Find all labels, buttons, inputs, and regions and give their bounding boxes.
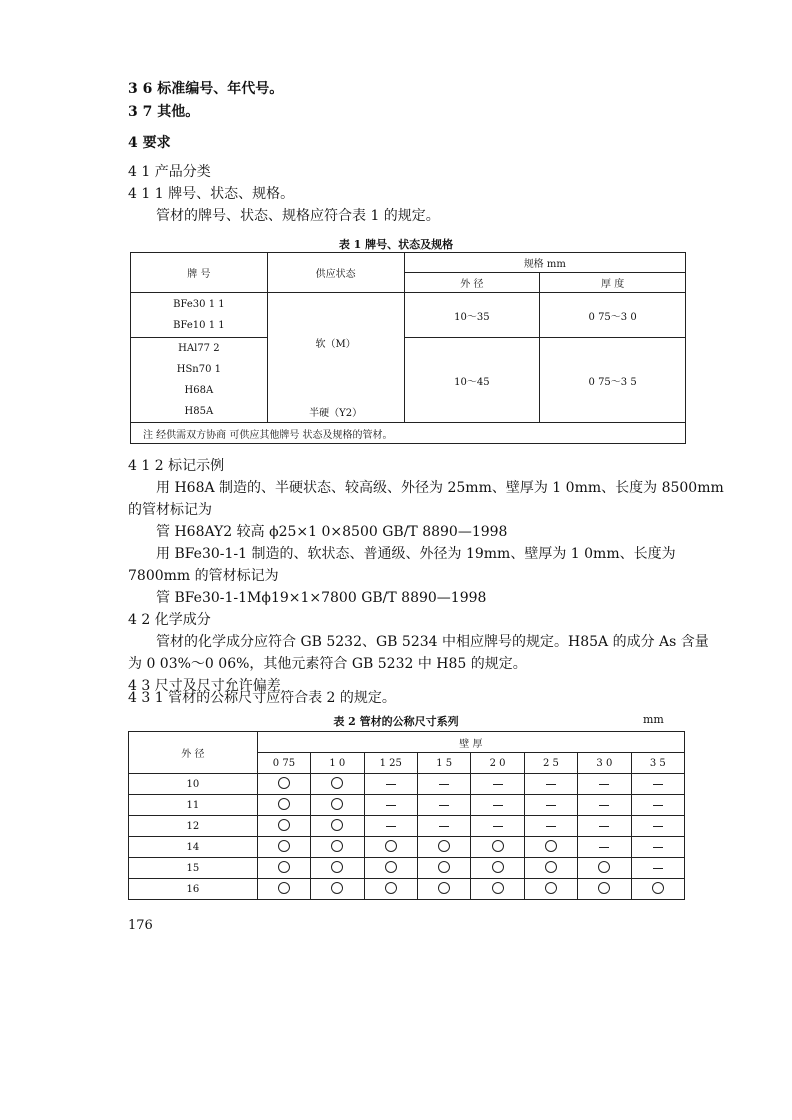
heading-4-3-1: 4 3 1 管材的公称尺寸应符合表 2 的规定。 <box>128 690 396 706</box>
available-circle-icon <box>278 840 290 852</box>
table2-cell <box>578 879 631 900</box>
available-circle-icon <box>545 882 557 894</box>
table2-wall-6: 3 0 <box>578 753 631 774</box>
available-circle-icon <box>438 861 450 873</box>
para-4-1-2-d: 用 BFe30-1-1 制造的、软状态、普通级、外径为 19mm、壁厚为 1 0mm、长度为 <box>156 546 676 562</box>
grade-bfe10: BFe10 1 1 <box>173 320 225 331</box>
available-circle-icon <box>331 840 343 852</box>
table2-od-cell: 14 <box>129 837 258 858</box>
available-circle-icon <box>278 777 290 789</box>
unavailable-dash-icon <box>599 847 609 848</box>
table1-header-state: 供应状态 <box>267 253 404 293</box>
available-circle-icon <box>385 840 397 852</box>
table1-grade-group2 <box>131 338 268 423</box>
unavailable-dash-icon <box>493 784 503 785</box>
heading-4-3: 4 3 尺寸及尺寸允许偏差 <box>128 678 281 694</box>
unavailable-dash-icon <box>599 784 609 785</box>
table2-cell <box>311 816 364 837</box>
table2-cell <box>631 816 684 837</box>
grade-hal77: HAl77 2 <box>178 343 220 354</box>
unavailable-dash-icon <box>599 805 609 806</box>
table2-cell <box>471 837 524 858</box>
unavailable-dash-icon <box>493 805 503 806</box>
table2-cell <box>631 837 684 858</box>
table1-header-spec: 规格 mm <box>404 253 685 273</box>
table2-cell <box>578 816 631 837</box>
available-circle-icon <box>438 882 450 894</box>
table1-header-thickness: 厚 度 <box>540 273 686 293</box>
unavailable-dash-icon <box>653 784 663 785</box>
table2-cell <box>417 837 470 858</box>
table2-cell <box>364 774 417 795</box>
table2-cell <box>311 774 364 795</box>
table1-thickness-2: 0 75～3 5 <box>540 338 686 423</box>
table2-cell <box>257 795 310 816</box>
available-circle-icon <box>278 861 290 873</box>
table1 <box>130 252 686 444</box>
para-4-2-a: 管材的化学成分应符合 GB 5232、GB 5234 中相应牌号的规定。H85A 的成分 As 含量 <box>156 634 709 650</box>
available-circle-icon <box>278 798 290 810</box>
clause-3-7: 3 7 其他。 <box>128 104 200 120</box>
page-number: 176 <box>128 918 153 933</box>
unavailable-dash-icon <box>439 826 449 827</box>
table2-cell <box>364 816 417 837</box>
available-circle-icon <box>492 840 504 852</box>
heading-4-1: 4 1 产品分类 <box>128 164 211 180</box>
unavailable-dash-icon <box>546 826 556 827</box>
table2-od-cell: 10 <box>129 774 258 795</box>
table1-header-od: 外 径 <box>404 273 540 293</box>
table2-cell <box>257 858 310 879</box>
unavailable-dash-icon <box>653 826 663 827</box>
available-circle-icon <box>278 882 290 894</box>
available-circle-icon <box>652 882 664 894</box>
para-4-2-b: 为 0 03%～0 06%，其他元素符合 GB 5232 中 H85 的规定。 <box>128 656 527 672</box>
table2-cell <box>417 816 470 837</box>
table2-cell <box>257 774 310 795</box>
available-circle-icon <box>492 861 504 873</box>
grade-bfe30: BFe30 1 1 <box>173 299 225 310</box>
table2-cell <box>364 795 417 816</box>
table-row <box>129 858 685 879</box>
para-4-1-1: 管材的牌号、状态、规格应符合表 1 的规定。 <box>156 208 440 224</box>
table-row <box>129 816 685 837</box>
table1-thickness-1: 0 75～3 0 <box>540 293 686 338</box>
table2-header-od: 外 径 <box>129 732 258 774</box>
table1-caption: 表 1 牌号、状态及规格 <box>338 238 454 251</box>
table2-cell <box>524 858 577 879</box>
heading-4: 4 要求 <box>128 135 171 151</box>
unavailable-dash-icon <box>653 805 663 806</box>
grade-hsn70: HSn70 1 <box>176 364 222 375</box>
available-circle-icon <box>331 882 343 894</box>
table2-cell <box>417 774 470 795</box>
table2-cell <box>471 816 524 837</box>
table2-cell <box>578 837 631 858</box>
table2-cell <box>471 879 524 900</box>
table2-wall-1: 1 0 <box>311 753 364 774</box>
table2-cell <box>524 774 577 795</box>
table2-cell <box>578 795 631 816</box>
table2-cell <box>631 858 684 879</box>
table-row <box>129 837 685 858</box>
para-4-1-2-a: 用 H68A 制造的、半硬状态、较高级、外径为 25mm、壁厚为 1 0mm、长度为 8500mm <box>156 480 724 496</box>
unavailable-dash-icon <box>653 868 663 869</box>
table2-cell <box>417 795 470 816</box>
table2-cell <box>524 837 577 858</box>
table2-od-cell: 11 <box>129 795 258 816</box>
unavailable-dash-icon <box>599 826 609 827</box>
available-circle-icon <box>438 840 450 852</box>
available-circle-icon <box>331 819 343 831</box>
available-circle-icon <box>278 819 290 831</box>
table-row <box>129 879 685 900</box>
table2-cell <box>471 774 524 795</box>
available-circle-icon <box>545 840 557 852</box>
table2-wall-3: 1 5 <box>417 753 470 774</box>
available-circle-icon <box>331 777 343 789</box>
table2-cell <box>311 795 364 816</box>
table2-od-cell: 12 <box>129 816 258 837</box>
table2-cell <box>417 879 470 900</box>
table2-cell <box>417 858 470 879</box>
grade-h85a: H85A <box>184 406 214 417</box>
table2-cell <box>257 816 310 837</box>
available-circle-icon <box>492 882 504 894</box>
table2-cell <box>524 795 577 816</box>
table2-header-wall: 壁 厚 <box>257 732 684 753</box>
para-4-1-2-e: 7800mm 的管材标记为 <box>128 568 279 584</box>
unavailable-dash-icon <box>386 784 396 785</box>
state-half-hard: 半硬（Y2） <box>309 407 363 419</box>
table2-cell <box>578 774 631 795</box>
table2-unit: mm <box>643 713 664 726</box>
table2-od-cell: 16 <box>129 879 258 900</box>
table1-state-cell <box>267 293 404 423</box>
available-circle-icon <box>598 861 610 873</box>
para-4-1-2-c: 管 H68AY2 较高 ϕ25×1 0×8500 GB/T 8890—1998 <box>156 524 508 540</box>
table2-cell <box>631 879 684 900</box>
table2-cell <box>364 879 417 900</box>
table2-wall-2: 1 25 <box>364 753 417 774</box>
table-row <box>129 774 685 795</box>
unavailable-dash-icon <box>439 784 449 785</box>
table2-cell <box>631 774 684 795</box>
table2-cell <box>524 816 577 837</box>
clause-3-6: 3 6 标准编号、年代号。 <box>128 81 284 97</box>
unavailable-dash-icon <box>493 826 503 827</box>
state-soft: 软（M） <box>315 338 356 350</box>
available-circle-icon <box>545 861 557 873</box>
table2-cell <box>471 858 524 879</box>
table2-wall-0: 0 75 <box>257 753 310 774</box>
table2-cell <box>524 879 577 900</box>
unavailable-dash-icon <box>386 826 396 827</box>
table1-od-1: 10～35 <box>404 293 540 338</box>
unavailable-dash-icon <box>546 805 556 806</box>
table1-od-2: 10～45 <box>404 338 540 423</box>
table-row <box>129 795 685 816</box>
table2-cell <box>578 858 631 879</box>
available-circle-icon <box>385 882 397 894</box>
table2-cell <box>257 879 310 900</box>
table1-header-grade: 牌 号 <box>131 253 268 293</box>
table2-cell <box>257 837 310 858</box>
table2 <box>128 731 685 900</box>
table2-caption: 表 2 管材的公称尺寸系列 <box>333 715 459 728</box>
available-circle-icon <box>331 798 343 810</box>
table2-cell <box>311 858 364 879</box>
table2-cell <box>631 795 684 816</box>
heading-4-1-2: 4 1 2 标记示例 <box>128 458 225 474</box>
grade-h68a: H68A <box>184 385 214 396</box>
table2-cell <box>311 837 364 858</box>
unavailable-dash-icon <box>653 847 663 848</box>
table2-od-cell: 15 <box>129 858 258 879</box>
table2-wall-7: 3 5 <box>631 753 684 774</box>
available-circle-icon <box>598 882 610 894</box>
table1-note: 注 经供需双方协商 可供应其他牌号 状态及规格的管材。 <box>131 423 686 444</box>
unavailable-dash-icon <box>386 805 396 806</box>
table2-cell <box>364 837 417 858</box>
table2-cell <box>364 858 417 879</box>
table2-cell <box>471 795 524 816</box>
para-4-1-2-b: 的管材标记为 <box>128 502 212 518</box>
unavailable-dash-icon <box>546 784 556 785</box>
table2-wall-4: 2 0 <box>471 753 524 774</box>
available-circle-icon <box>331 861 343 873</box>
table1-grade-group1 <box>131 293 268 338</box>
table2-cell <box>311 879 364 900</box>
table2-wall-5: 2 5 <box>524 753 577 774</box>
heading-4-2: 4 2 化学成分 <box>128 612 211 628</box>
heading-4-1-1: 4 1 1 牌号、状态、规格。 <box>128 186 295 202</box>
available-circle-icon <box>385 861 397 873</box>
para-4-1-2-f: 管 BFe30-1-1Mϕ19×1×7800 GB/T 8890—1998 <box>156 590 487 606</box>
unavailable-dash-icon <box>439 805 449 806</box>
